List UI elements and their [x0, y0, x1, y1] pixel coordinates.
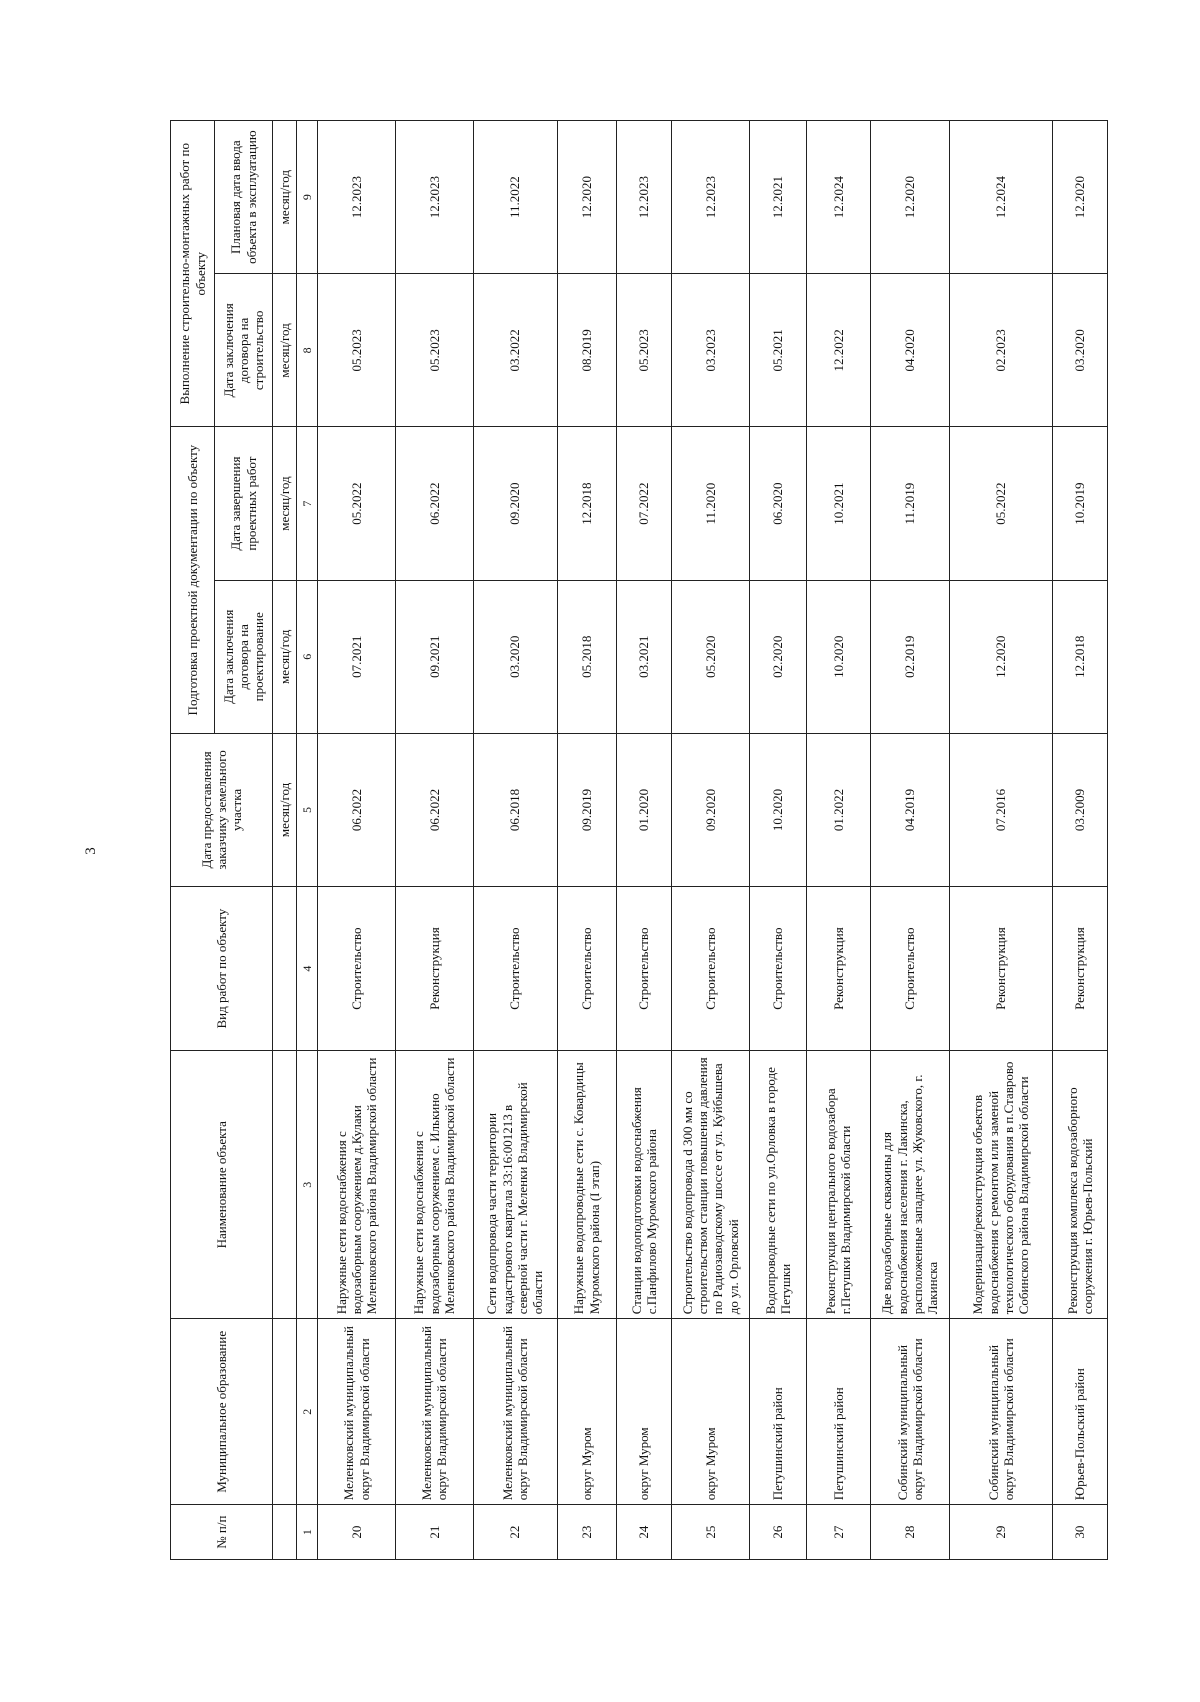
- row-num: 22: [473, 1505, 557, 1560]
- table-row: [616, 121, 671, 1560]
- row-object: Реконструкция комплекса водозаборного сооружения г. Юрьев-Польский: [1052, 1051, 1107, 1319]
- column-number: 6: [297, 580, 318, 733]
- row-num: 21: [395, 1505, 473, 1560]
- row-object: Строительство водопровода d 300 мм со строительством станции повышения давления по Радиозаводскому шоссе от ул. Куйбышева до ул. Орловской: [672, 1051, 750, 1319]
- row-construction-contract: 03.2020: [1052, 274, 1107, 427]
- row-design-contract: 05.2020: [672, 580, 750, 733]
- header-num: № п/п: [171, 1505, 273, 1560]
- row-design-end: 11.2020: [672, 427, 750, 580]
- column-number: 1: [297, 1505, 318, 1560]
- row-construction-contract: 05.2021: [749, 274, 806, 427]
- header-design-end: Дата завершения проектных работ: [215, 427, 273, 580]
- row-object: Наружные водопроводные сети с. Ковардицы Муромского района (I этап): [557, 1051, 616, 1319]
- row-commissioning: 12.2024: [950, 121, 1052, 274]
- row-work-type: Строительство: [318, 887, 396, 1051]
- row-num: 28: [870, 1505, 950, 1560]
- row-work-type: Строительство: [557, 887, 616, 1051]
- row-land-date: 07.2016: [950, 733, 1052, 886]
- table-row: [950, 121, 1052, 1560]
- row-object: Модернизация/реконструкция объектов водоснабжения с ремонтом или заменой технологического оборудования в п.Ставрово Собинского района Владимирской области: [950, 1051, 1052, 1319]
- row-commissioning: 12.2023: [318, 121, 396, 274]
- row-municipality: Петушинский район: [807, 1319, 870, 1505]
- row-land-date: 01.2022: [807, 733, 870, 886]
- row-num: 25: [672, 1505, 750, 1560]
- row-num: 23: [557, 1505, 616, 1560]
- row-design-end: 06.2022: [395, 427, 473, 580]
- column-number: 3: [297, 1051, 318, 1319]
- row-municipality: Петушинский район: [749, 1319, 806, 1505]
- row-num: 26: [749, 1505, 806, 1560]
- table-row: [557, 121, 616, 1560]
- row-design-end: 10.2019: [1052, 427, 1107, 580]
- header-object-name: Наименование объекта: [171, 1051, 273, 1319]
- page-number: 3: [83, 847, 99, 855]
- row-construction-contract: 05.2023: [395, 274, 473, 427]
- row-land-date: 10.2020: [749, 733, 806, 886]
- unit-empty: [273, 1505, 297, 1560]
- row-design-end: 11.2019: [870, 427, 950, 580]
- table-row: [1052, 121, 1107, 1560]
- row-construction-contract: 08.2019: [557, 274, 616, 427]
- header-land-date: Дата предоставления заказчику земельного участка: [171, 733, 273, 886]
- row-work-type: Реконструкция: [807, 887, 870, 1051]
- row-construction-contract: 03.2023: [672, 274, 750, 427]
- unit-cell: месяц/год: [273, 427, 297, 580]
- row-land-date: 09.2020: [672, 733, 750, 886]
- row-commissioning: 11.2022: [473, 121, 557, 274]
- row-object: Наружные сети водоснабжения с водозаборным сооружением д.Кулаки Меленковского района Владимирской области: [318, 1051, 396, 1319]
- header-commissioning: Плановая дата ввода объекта в эксплуатацию: [215, 121, 273, 274]
- table-header: [171, 121, 318, 1560]
- row-design-contract: 05.2018: [557, 580, 616, 733]
- row-design-end: 06.2020: [749, 427, 806, 580]
- table-row: [672, 121, 750, 1560]
- table-row: [318, 121, 396, 1560]
- row-commissioning: 12.2020: [1052, 121, 1107, 274]
- row-commissioning: 12.2024: [807, 121, 870, 274]
- table-row: [870, 121, 950, 1560]
- row-design-contract: 12.2018: [1052, 580, 1107, 733]
- row-construction-contract: 05.2023: [318, 274, 396, 427]
- row-land-date: 03.2009: [1052, 733, 1107, 886]
- column-number: 7: [297, 427, 318, 580]
- row-municipality: Меленковский муниципальный округ Владимирской области: [473, 1319, 557, 1505]
- row-land-date: 06.2022: [395, 733, 473, 886]
- row-design-contract: 07.2021: [318, 580, 396, 733]
- row-construction-contract: 05.2023: [616, 274, 671, 427]
- row-design-end: 10.2021: [807, 427, 870, 580]
- table-row: [807, 121, 870, 1560]
- row-work-type: Реконструкция: [1052, 887, 1107, 1051]
- header-construction-contract: Дата заключения договора на строительство: [215, 274, 273, 427]
- row-municipality: Собинский муниципальный округ Владимирской области: [950, 1319, 1052, 1505]
- row-construction-contract: 02.2023: [950, 274, 1052, 427]
- row-design-contract: 12.2020: [950, 580, 1052, 733]
- row-num: 20: [318, 1505, 396, 1560]
- row-design-end: 05.2022: [950, 427, 1052, 580]
- header-construction-group: Выполнение строительно-монтажных работ по объекту: [171, 121, 215, 427]
- rotated-table-wrapper: [170, 120, 1108, 1560]
- objects-table: [170, 120, 1108, 1560]
- row-municipality: Собинский муниципальный округ Владимирской области: [870, 1319, 950, 1505]
- table-row: [749, 121, 806, 1560]
- unit-cell: месяц/год: [273, 121, 297, 274]
- row-object: Станции водоподготовки водоснабжения с.Панфилово Муромского района: [616, 1051, 671, 1319]
- row-design-contract: 09.2021: [395, 580, 473, 733]
- row-design-contract: 02.2019: [870, 580, 950, 733]
- header-municipality: Муниципальное образование: [171, 1319, 273, 1505]
- unit-empty: [273, 887, 297, 1051]
- row-commissioning: 12.2021: [749, 121, 806, 274]
- row-land-date: 09.2019: [557, 733, 616, 886]
- row-municipality: округ Муром: [672, 1319, 750, 1505]
- row-object: Реконструкция центрального водозабора г.Петушки Владимирской области: [807, 1051, 870, 1319]
- row-design-end: 05.2022: [318, 427, 396, 580]
- row-design-end: 09.2020: [473, 427, 557, 580]
- row-design-contract: 03.2021: [616, 580, 671, 733]
- column-number: 5: [297, 733, 318, 886]
- header-design-group: Подготовка проектной документации по объекту: [171, 427, 215, 733]
- row-municipality: Юрьев-Польский район: [1052, 1319, 1107, 1505]
- header-work-type: Вид работ по объекту: [171, 887, 273, 1051]
- column-number: 4: [297, 887, 318, 1051]
- table-body: [318, 121, 1108, 1560]
- row-land-date: 01.2020: [616, 733, 671, 886]
- row-land-date: 04.2019: [870, 733, 950, 886]
- row-num: 29: [950, 1505, 1052, 1560]
- row-object: Две водозаборные скважины для водоснабжения населения г. Лакинска, расположенные западнее ул. Жуковского, г. Лакинска: [870, 1051, 950, 1319]
- unit-empty: [273, 1319, 297, 1505]
- row-commissioning: 12.2020: [557, 121, 616, 274]
- row-commissioning: 12.2020: [870, 121, 950, 274]
- row-construction-contract: 04.2020: [870, 274, 950, 427]
- row-commissioning: 12.2023: [616, 121, 671, 274]
- row-construction-contract: 03.2022: [473, 274, 557, 427]
- row-land-date: 06.2018: [473, 733, 557, 886]
- table-row: [473, 121, 557, 1560]
- column-number: 9: [297, 121, 318, 274]
- unit-empty: [273, 1051, 297, 1319]
- row-design-end: 12.2018: [557, 427, 616, 580]
- header-design-contract: Дата заключения договора на проектирование: [215, 580, 273, 733]
- row-municipality: Меленковский муниципальный округ Владимирской области: [318, 1319, 396, 1505]
- unit-cell: месяц/год: [273, 733, 297, 886]
- row-design-contract: 10.2020: [807, 580, 870, 733]
- row-commissioning: 12.2023: [672, 121, 750, 274]
- row-work-type: Строительство: [672, 887, 750, 1051]
- row-num: 27: [807, 1505, 870, 1560]
- row-municipality: округ Муром: [557, 1319, 616, 1505]
- row-object: Сети водопровода части территории кадастрового квартала 33:16:001213 в северной части г. Меленки Владимирской области: [473, 1051, 557, 1319]
- row-municipality: Меленковский муниципальный округ Владимирской области: [395, 1319, 473, 1505]
- column-number: 8: [297, 274, 318, 427]
- row-work-type: Реконструкция: [950, 887, 1052, 1051]
- row-construction-contract: 12.2022: [807, 274, 870, 427]
- row-work-type: Строительство: [870, 887, 950, 1051]
- row-land-date: 06.2022: [318, 733, 396, 886]
- table-row: [395, 121, 473, 1560]
- row-municipality: округ Муром: [616, 1319, 671, 1505]
- column-number: 2: [297, 1319, 318, 1505]
- unit-cell: месяц/год: [273, 274, 297, 427]
- row-work-type: Строительство: [749, 887, 806, 1051]
- row-design-contract: 02.2020: [749, 580, 806, 733]
- row-work-type: Строительство: [473, 887, 557, 1051]
- row-design-contract: 03.2020: [473, 580, 557, 733]
- row-object: Наружные сети водоснабжения с водозаборным сооружением с. Илькино Меленковского района Владимирской области: [395, 1051, 473, 1319]
- row-work-type: Реконструкция: [395, 887, 473, 1051]
- row-work-type: Строительство: [616, 887, 671, 1051]
- row-num: 24: [616, 1505, 671, 1560]
- row-num: 30: [1052, 1505, 1107, 1560]
- row-design-end: 07.2022: [616, 427, 671, 580]
- row-object: Водопроводные сети по ул.Орловка в городе Петушки: [749, 1051, 806, 1319]
- unit-cell: месяц/год: [273, 580, 297, 733]
- row-commissioning: 12.2023: [395, 121, 473, 274]
